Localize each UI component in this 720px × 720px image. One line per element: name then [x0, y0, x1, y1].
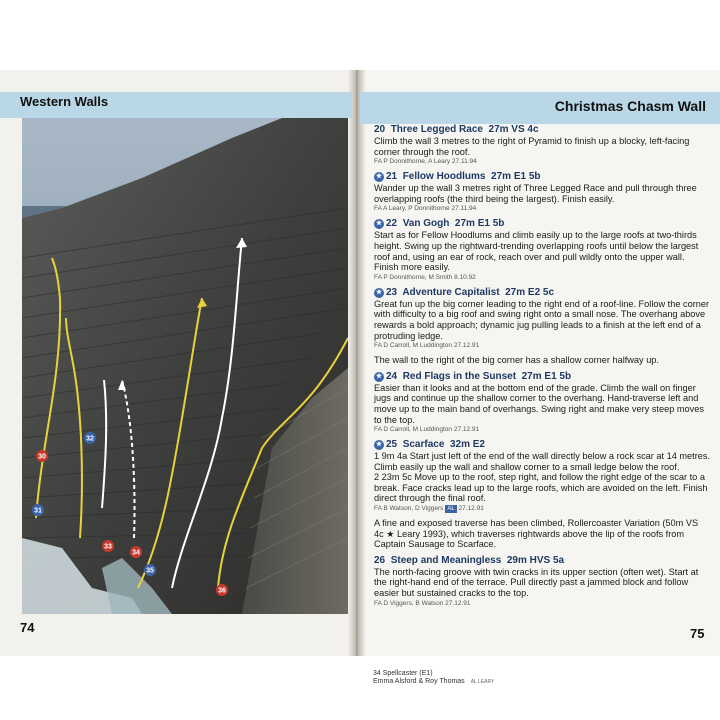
caption-route: 34 Spellcaster (E1)	[373, 670, 433, 677]
route-grade: 29m HVS 5a	[506, 554, 565, 566]
left-section-title: Western Walls	[20, 94, 109, 109]
route-label-31: 31	[34, 507, 42, 515]
star-badge-icon: ★	[375, 173, 383, 181]
right-section-title: Christmas Chasm Wall	[554, 98, 706, 114]
route-description: Great fun up the big corner leading to the right end of a roof-line. Follow the corner with difficulty to a big roof and swing right onto a small nose. The overhang above rewards a bold approach; dynamic jug pulling leads to a finish at the left end of a protruding ledge.	[374, 298, 710, 341]
route-name: Three Legged Race	[390, 124, 483, 135]
route-name: Van Gogh	[402, 218, 450, 230]
first-ascent: FA P Donnithorne, A Leary 27.11.94	[374, 158, 477, 166]
open-guidebook	[0, 70, 720, 685]
fa-names: FA B Watson, D Viggers	[374, 505, 444, 513]
route-number: 20	[374, 124, 386, 135]
route-grade: 27m E1 5b	[491, 171, 541, 183]
star-badge-icon: ★	[375, 372, 383, 380]
route-number: 21	[386, 171, 398, 183]
route-entry	[374, 124, 710, 166]
route-label-32: 32	[86, 435, 94, 443]
route-heading	[374, 371, 710, 383]
interlude-note: The wall to the right of the big corner has a shallow corner halfway up.	[374, 355, 659, 366]
route-entry	[374, 218, 710, 281]
route-description: The north-facing groove with twin cracks in its upper section (often wet). Start at the right-hand end of the terrace. Pull directly past a jammed block and follow easier but sustained cracks to the top.	[374, 566, 699, 599]
route-grade: 27m VS 4c	[488, 124, 539, 135]
route-number: 22	[386, 218, 398, 230]
route-heading	[374, 124, 710, 136]
route-number: 23	[386, 286, 398, 298]
route-label-35: 35	[146, 567, 154, 575]
route-number: 25	[386, 439, 398, 451]
route-label-36: 36	[218, 587, 226, 595]
first-ascent: FA P Donnithorne, M Smith 8.10.92	[374, 273, 476, 281]
route-name: Adventure Capitalist	[402, 286, 500, 298]
photo-caption	[373, 670, 494, 686]
route-entry	[374, 171, 710, 213]
star-badge-icon: ★	[375, 441, 383, 449]
route-heading	[374, 287, 710, 299]
route-entry	[374, 439, 710, 513]
route-entry	[374, 371, 710, 434]
route-grade: 27m E1 5b	[454, 218, 505, 230]
photo-credit: AL LEARY	[470, 679, 495, 685]
route-description: Easier than it looks and at the bottom end of the grade. Climb the wall on finger jugs and continue up the shallow corner to the overhang. Hand-traverse left and move up to the main band of overhangs. Swing right and make very steep moves to the top.	[374, 382, 704, 425]
route-heading	[374, 555, 710, 567]
route-heading	[374, 218, 710, 230]
fa-date: 27.12.91	[458, 505, 484, 513]
route-description: Climb the wall 3 metres to the right of Pyramid to finish up a blocky, left-facing corner through the roof.	[374, 136, 690, 157]
route-label-33: 33	[104, 543, 112, 551]
caption-climbers: Emma Alsford & Roy Thomas	[373, 678, 465, 685]
first-ascent: FA A Leary, P Donnithorne 27.11.94	[374, 205, 477, 213]
route-number: 24	[386, 370, 398, 382]
route-label-30: 30	[38, 453, 46, 461]
route-name: Scarface	[402, 439, 445, 451]
route-entry	[374, 555, 710, 608]
route-grade: 32m E2	[449, 439, 485, 451]
route-heading	[374, 171, 710, 183]
first-ascent: FA D Carroll, M Luddington 27.12.91	[374, 342, 480, 350]
first-ascent	[374, 505, 710, 513]
route-heading	[374, 439, 710, 451]
route-description: 1 9m 4a Start just left of the end of the wall directly below a rock scar at 14 metres. Climb easily up the wall and shallow corner to a small ledge below the roof. 2 23m 5c Move up to the roof, step right, and follow the right edge of the scar to a break. Face cracks lead up to the large roofs, which are avoided on the left. Finish direct through the final roof.	[374, 451, 711, 504]
right-page-number: 75	[690, 626, 705, 641]
route-entry	[374, 287, 710, 350]
traverse-note: A fine and exposed traverse has been climbed, Rollercoaster Variation (50m VS 4c ★ Leary 1993), which traverses rightwards above the lip of the roofs from Captain Sausage to Scarface.	[374, 518, 699, 550]
route-description: Wander up the wall 3 metres right of Three Legged Race and pull through three overlapping roofs (the third being the largest). Finish easily.	[374, 183, 697, 204]
first-ascent: FA D Viggers, B Watson 27.12.91	[374, 599, 471, 607]
left-page-number: 74	[20, 620, 35, 635]
route-name: Red Flags in the Sunset	[402, 370, 517, 382]
route-name: Fellow Hoodlums	[402, 171, 486, 183]
cliff-photo	[22, 118, 348, 614]
book-gutter	[348, 70, 366, 656]
route-name: Steep and Meaningless	[390, 554, 502, 566]
route-label-34: 34	[132, 549, 140, 557]
fa-tag: AL	[447, 506, 455, 513]
caption-climbers-line	[373, 678, 494, 686]
star-badge-icon: ★	[375, 220, 383, 228]
first-ascent: FA D Carroll, M Luddington 27.12.91	[374, 426, 480, 434]
route-number: 26	[374, 554, 386, 566]
route-grade: 27m E1 5b	[521, 370, 572, 382]
route-grade: 27m E2 5c	[505, 286, 555, 298]
star-badge-icon: ★	[375, 288, 383, 296]
route-description: Start as for Fellow Hoodlums and climb easily up to the large roofs at two-thirds height. Swing up the rightward-trending overlapping roofs until below the largest roof and, using an ear of rock, reach over and pull wildly onto the upper wall. Finish more easily.	[374, 230, 699, 273]
route-descriptions	[374, 124, 710, 613]
